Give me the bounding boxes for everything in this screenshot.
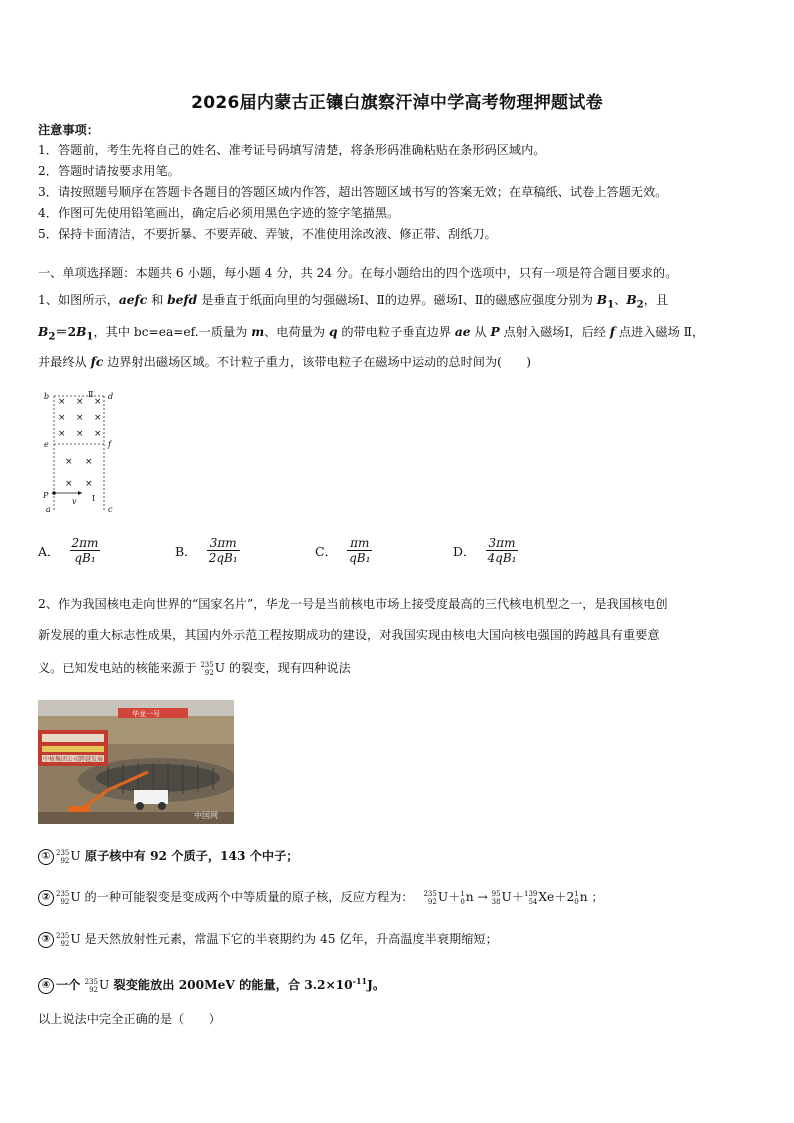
svg-text:×: ×	[85, 457, 93, 467]
q2-statement-3: ③ 235 92 U 是天然放射性元素，常温下它的半衰期约为 45 亿年，升高温度半衰期缩短；	[38, 931, 498, 948]
section-heading: 一、单项选择题：本题共 6 小题，每小题 4 分，共 24 分。在每小题给出的四个选项中，只有一项是符合题目要求的。	[38, 266, 678, 280]
q2-line-2: 新发展的重大标志性成果，其国内外示范工程按期成功的建设，对我国实现由核电大国向核电强国的跨越具有重要意	[38, 628, 660, 642]
fission-equation: 235 92 U＋ 1 0 n → 95 38 U＋ 139 54 Xe＋2 1 0 n ；	[423, 889, 604, 906]
notice-item-3: 3．请按照题号顺序在答题卡各题目的答题区域内作答，超出答题区域书写的答案无效；在草稿纸、试卷上答题无效。	[38, 185, 668, 199]
svg-text:×: ×	[85, 479, 93, 489]
fig-label-P: P	[43, 491, 49, 500]
svg-text:×: ×	[94, 413, 102, 423]
svg-text:×: ×	[65, 457, 73, 467]
svg-text:×: ×	[65, 479, 73, 489]
fig-label-II: Ⅱ	[88, 390, 94, 399]
notice-item-2: 2．答题时请按要求用笔。	[38, 164, 180, 178]
photo-watermark: 中国网	[194, 811, 218, 820]
fig-label-v: v	[72, 497, 77, 506]
fig-label-d: d	[108, 392, 114, 401]
svg-text:×: ×	[58, 397, 66, 407]
q2-line-1: 2、作为我国核电走向世界的“国家名片”，华龙一号是当前核电市场上接受度最高的三代核电机型之一，是我国核电创	[38, 597, 668, 611]
fig-label-I: Ⅰ	[92, 494, 96, 503]
q1-line-3: 并最终从 fc 边界射出磁场区域。不计粒子重力，该带电粒子在磁场中运动的总时间为( )	[38, 355, 532, 369]
q1-line-1: 1、如图所示，aefc 和 befd 是垂直于纸面向里的匀强磁场Ⅰ、Ⅱ的边界。磁场Ⅰ、Ⅱ的磁感应强度分别为 $B_1$、$B_2$，且	[38, 293, 669, 311]
svg-text:×: ×	[58, 429, 66, 439]
q2-ask: 以上说法中完全正确的是（ ）	[38, 1012, 221, 1026]
photo-banner-top: 华龙一号	[132, 710, 160, 718]
svg-text:×: ×	[94, 397, 102, 407]
photo-banner-left: 中核集团公司跨越发展	[43, 756, 104, 763]
svg-text:×: ×	[58, 413, 66, 423]
notice-item-1: 1．答题前，考生先将自己的姓名、准考证号码填写清楚，将条形码准确粘贴在条形码区域内。	[38, 143, 546, 157]
reactor-construction-photo	[38, 700, 234, 824]
q2-line-3: 义。已知发电站的核能来源于 235 92 U 的裂变，现有四种说法	[38, 660, 351, 677]
fig-label-a: a	[46, 505, 51, 514]
page-title: 2026届内蒙古正镶白旗察汗淖中学高考物理押题试卷	[191, 93, 603, 113]
q2-statement-1: ① 235 92 U 原子核中有 92 个质子，143 个中子；	[38, 848, 298, 865]
fig-label-e: e	[44, 440, 49, 449]
q1-option-d[interactable]: D． $\frac{3\pi m}{\text{4qB₁}}$	[453, 536, 517, 565]
fig-label-c: c	[108, 505, 113, 514]
q1-line-2: $B_2=2B_1$，其中 bc=ea=ef.一质量为 m、电荷量为 q 的带电粒子垂直边界 ae 从 P 点射入磁场Ⅰ，后经 f 点进入磁场 Ⅱ，	[38, 325, 705, 343]
q1-option-c[interactable]: C． $\frac{\pi m}{\text{qB₁}}$	[315, 536, 371, 565]
fig-label-b: b	[44, 392, 50, 401]
q1-option-a[interactable]: A． $\frac{2\pi m}{\text{qB₁}}$	[38, 536, 99, 565]
svg-text:×: ×	[76, 397, 84, 407]
notice-heading: 注意事项：	[38, 123, 99, 137]
q1-option-b[interactable]: B． $\frac{3\pi m}{\text{2qB₁}}$	[175, 536, 238, 565]
magnetic-field-figure	[38, 386, 128, 514]
svg-text:×: ×	[76, 429, 84, 439]
notice-item-4: 4．作图可先使用铅笔画出，确定后必须用黑色字迹的签字笔描黑。	[38, 206, 400, 220]
q2-statement-4: ④ 一个 235 92 U 裂变能放出 200MeV 的能量，合 $3.2\times 10^{-11}J$。	[38, 973, 385, 994]
notice-item-5: 5．保持卡面清洁，不要折暴、不要弄破、弄皱，不准使用涂改液、修正带、刮纸刀。	[38, 227, 497, 241]
q2-statement-2: ② 235 92 U 的一种可能裂变是变成两个中等质量的原子核，反应方程为： 235 92 U＋ 1 0 n → 95 38 U＋ 139 54 Xe＋2 1 0 n ；	[38, 889, 604, 906]
fig-label-f: f	[108, 440, 111, 449]
svg-text:×: ×	[94, 429, 102, 439]
svg-text:×: ×	[76, 413, 84, 423]
